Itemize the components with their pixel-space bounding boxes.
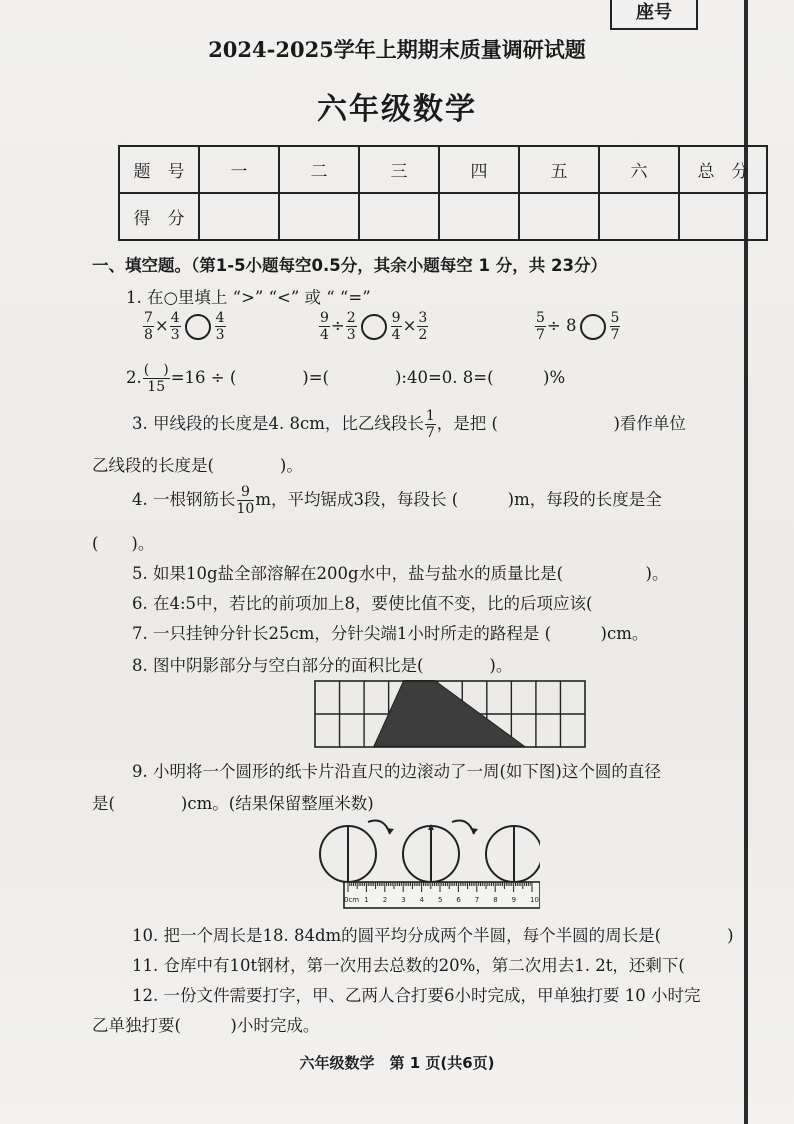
score-table-header-row (119, 146, 767, 193)
shaded-triangle-grid-figure (314, 680, 586, 748)
question-9-line1: 9. 小明将一个圆形的纸卡片沿直尺的边滚动了一周(如下图)这个圆的直径 (132, 762, 661, 781)
exam-title: 2024-2025学年上期期末质量调研试题 (208, 37, 586, 62)
fraction: $\frac{9}{10}$ (236, 484, 255, 517)
fraction: $\frac{5}{7}$ (536, 310, 545, 343)
compare-expression-b: $\frac{9}{4}$ ÷ $\frac{2}{3}$ $\frac{9}{4}$ × $\frac{3}{2}$ (320, 310, 428, 343)
question-3-line1: 3. 甲线段的长度是4. 8cm，比乙线段长 $\frac{1}{7}$ ，是把 ( )看作单位 (132, 408, 686, 441)
ruler-label: 5 (438, 896, 443, 904)
roll-arrow-1 (368, 821, 390, 835)
ruler-label: 0cm (344, 896, 360, 904)
score-cell-label: 题 号 (119, 146, 199, 193)
question-8: 8. 图中阴影部分与空白部分的面积比是( )。 (132, 656, 513, 675)
page-footer: 六年级数学 第 1 页(共6页) (299, 1054, 495, 1072)
score-input-2[interactable] (279, 193, 359, 240)
score-cell-4: 四 (439, 146, 519, 193)
score-cell-2: 二 (279, 146, 359, 193)
ruler-label: 9 (511, 896, 517, 904)
fraction: $\frac{9}{4}$ (391, 310, 401, 343)
fraction: $\frac{9}{4}$ (320, 310, 329, 343)
question-12-line1: 12. 一份文件需要打字，甲、乙两人合打要6小时完成，甲单独打要 10 小时完 (132, 986, 701, 1005)
compare-expression-c: $\frac{5}{7}$ ÷ 8 $\frac{5}{7}$ (536, 310, 620, 343)
compare-circle-b[interactable] (361, 314, 387, 340)
ruler-label: 2 (382, 896, 388, 904)
question-12-line2: 乙单独打要( )小时完成。 (92, 1016, 320, 1035)
question-10: 10. 把一个周长是18. 84dm的圆平均分成两个半圆，每个半圆的周长是( ) (132, 926, 734, 945)
score-table-score-row (119, 193, 767, 240)
score-cell-5: 五 (519, 146, 599, 193)
question-3-line2: 乙线段的长度是( )。 (92, 456, 303, 475)
question-4-line2: ( )。 (92, 534, 155, 553)
question-5: 5. 如果10g盐全部溶解在200g水中，盐与盐水的质量比是( )。 (132, 564, 669, 583)
fraction: $\frac{1}{7}$ (425, 408, 435, 441)
score-cell-1: 一 (199, 146, 279, 193)
fraction: $\frac{3}{2}$ (418, 310, 428, 343)
rolling-circle-ruler-figure (318, 812, 540, 912)
compare-expression-a: $\frac{7}{8}$ × $\frac{4}{3}$ $\frac{4}{3}$ (144, 310, 225, 343)
section-heading: 一、填空题。（第1-5小题每空0.5分，其余小题每空 1 分，共 23分） (92, 256, 607, 275)
seat-number-box: 座号 (610, 0, 698, 30)
score-input-5[interactable] (519, 193, 599, 240)
score-input-6[interactable] (599, 193, 679, 240)
ruler-label: 1 (364, 896, 369, 904)
fraction: $\frac{5}{7}$ (610, 310, 620, 343)
ruler-label: 6 (456, 896, 461, 904)
question-1-text: 1. 在○里填上 “>” “<” 或 “ “=” (126, 288, 371, 307)
fraction: $\frac{( )}{15}$ (143, 362, 169, 395)
ruler-label: 7 (474, 896, 480, 904)
score-row-label: 得 分 (119, 193, 199, 240)
question-2: 2. $\frac{( )}{15}$ =16 ÷ ( )=( ):40=0. 8=( )% (126, 362, 566, 395)
question-6: 6. 在4:5中，若比的前项加上8，要使比值不变，比的后项应该( (132, 594, 593, 613)
question-11: 11. 仓库中有10t钢材，第一次用去总数的20%，第二次用去1. 2t，还剩下( (132, 956, 685, 975)
roll-arrow-2 (452, 821, 474, 835)
question-9-line2: 是( )cm。(结果保留整厘米数) (92, 794, 374, 813)
exam-subject: 六年级数学 (317, 92, 477, 127)
shaded-triangle (374, 680, 524, 746)
question-7: 7. 一只挂钟分针长25cm，分针尖端1小时所走的路程是 ( )cm。 (132, 624, 649, 643)
fraction: $\frac{2}{3}$ (346, 310, 356, 343)
ruler-label: 10 (530, 896, 539, 904)
question-4-line1: 4. 一根钢筋长 $\frac{9}{10}$ m，平均锯成3段，每段长 ( )m，每段的长度是全 (132, 484, 662, 517)
fraction: $\frac{4}{3}$ (215, 310, 225, 343)
compare-circle-c[interactable] (580, 314, 606, 340)
score-cell-total: 总 分 (679, 146, 767, 193)
score-cell-6: 六 (599, 146, 679, 193)
score-input-1[interactable] (199, 193, 279, 240)
score-table (118, 145, 768, 241)
fraction: $\frac{4}{3}$ (170, 310, 180, 343)
fraction: $\frac{7}{8}$ (144, 310, 153, 343)
score-cell-3: 三 (359, 146, 439, 193)
score-input-3[interactable] (359, 193, 439, 240)
ruler-label: 3 (401, 896, 406, 904)
ruler-label: 8 (493, 896, 498, 904)
score-input-4[interactable] (439, 193, 519, 240)
score-input-total[interactable] (679, 193, 767, 240)
compare-circle-a[interactable] (185, 314, 211, 340)
ruler-label: 4 (419, 896, 425, 904)
